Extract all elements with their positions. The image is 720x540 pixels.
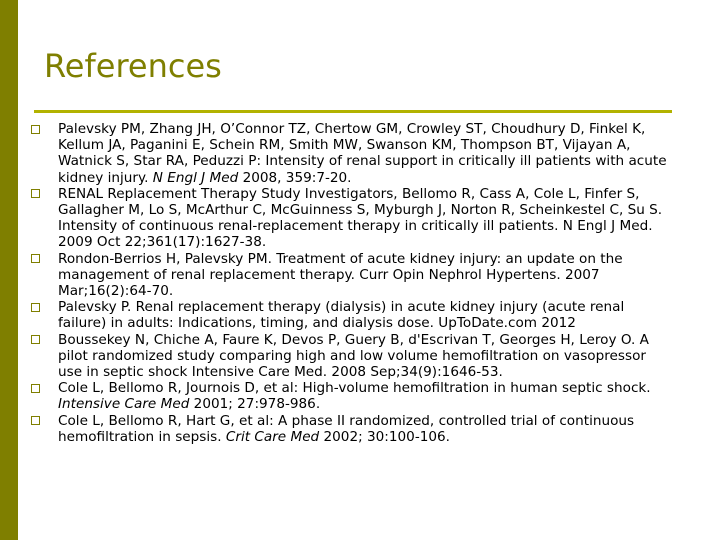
journal-name: Crit Care Med bbox=[225, 428, 320, 445]
reference-text: Palevsky P. Renal replacement therapy (dialysis) in acute kidney injury (acute renal failure) in adults: Indications, timing, and dialysis dose. UpToDate.com 2012 bbox=[58, 299, 625, 332]
square-bullet-icon bbox=[31, 384, 40, 393]
reference-text: Cole L, Bellomo R, Hart G, et al: A phase II randomized, controlled trial of continuous hemofiltration in sepsis. Crit Care Med 2002; 30:100-106. bbox=[58, 412, 635, 445]
reference-list bbox=[28, 121, 670, 445]
reference-item bbox=[28, 413, 670, 445]
title-divider bbox=[34, 110, 672, 113]
reference-item bbox=[28, 121, 670, 186]
reference-text: Cole L, Bellomo R, Journois D, et al: High-volume hemofiltration in human septic shock. Intensive Care Med 2001; 27:978-986. bbox=[58, 380, 651, 413]
reference-item bbox=[28, 251, 670, 300]
reference-item bbox=[28, 380, 670, 412]
reference-item bbox=[28, 299, 670, 331]
reference-item bbox=[28, 186, 670, 251]
left-accent-bar bbox=[0, 0, 18, 540]
journal-name: N Engl J Med bbox=[152, 169, 239, 186]
square-bullet-icon bbox=[31, 189, 40, 198]
reference-text: Boussekey N, Chiche A, Faure K, Devos P, Guery B, d'Escrivan T, Georges H, Leroy O. A pilot randomized study comparing high and low volume hemofiltration on vasopressor use in septic shock Intensive Care Med. 2008 Sep;34(9):1646-53. bbox=[58, 331, 649, 381]
square-bullet-icon bbox=[31, 335, 40, 344]
square-bullet-icon bbox=[31, 416, 40, 425]
reference-text: RENAL Replacement Therapy Study Investigators, Bellomo R, Cass A, Cole L, Finfer S, Gallagher M, Lo S, McArthur C, McGuinness S, Myburgh J, Norton R, Scheinkestel C, Su S. Intensity of continuous renal-replacement therapy in critically ill patients. N Engl J Med. 2009 Oct 22;361(17):1627-38. bbox=[58, 185, 663, 251]
square-bullet-icon bbox=[31, 125, 40, 134]
reference-text: Palevsky PM, Zhang JH, O’Connor TZ, Chertow GM, Crowley ST, Choudhury D, Finkel K, Kellum JA, Paganini E, Schein RM, Smith MW, Swanson KM, Thompson BT, Vijayan A, Watnick S, Star RA, Peduzzi P: Intensity of renal support in critically ill patients with acute kidney injury. N Engl J Med 2008, 359:7-20. bbox=[58, 121, 667, 186]
reference-text: Rondon-Berrios H, Palevsky PM. Treatment of acute kidney injury: an update on the management of renal replacement therapy. Curr Opin Nephrol Hypertens. 2007 Mar;16(2):64-70. bbox=[58, 250, 623, 300]
square-bullet-icon bbox=[31, 303, 40, 312]
reference-item bbox=[28, 332, 670, 381]
journal-name: Intensive Care Med bbox=[58, 396, 190, 413]
slide-title: References bbox=[44, 47, 222, 85]
square-bullet-icon bbox=[31, 254, 40, 263]
